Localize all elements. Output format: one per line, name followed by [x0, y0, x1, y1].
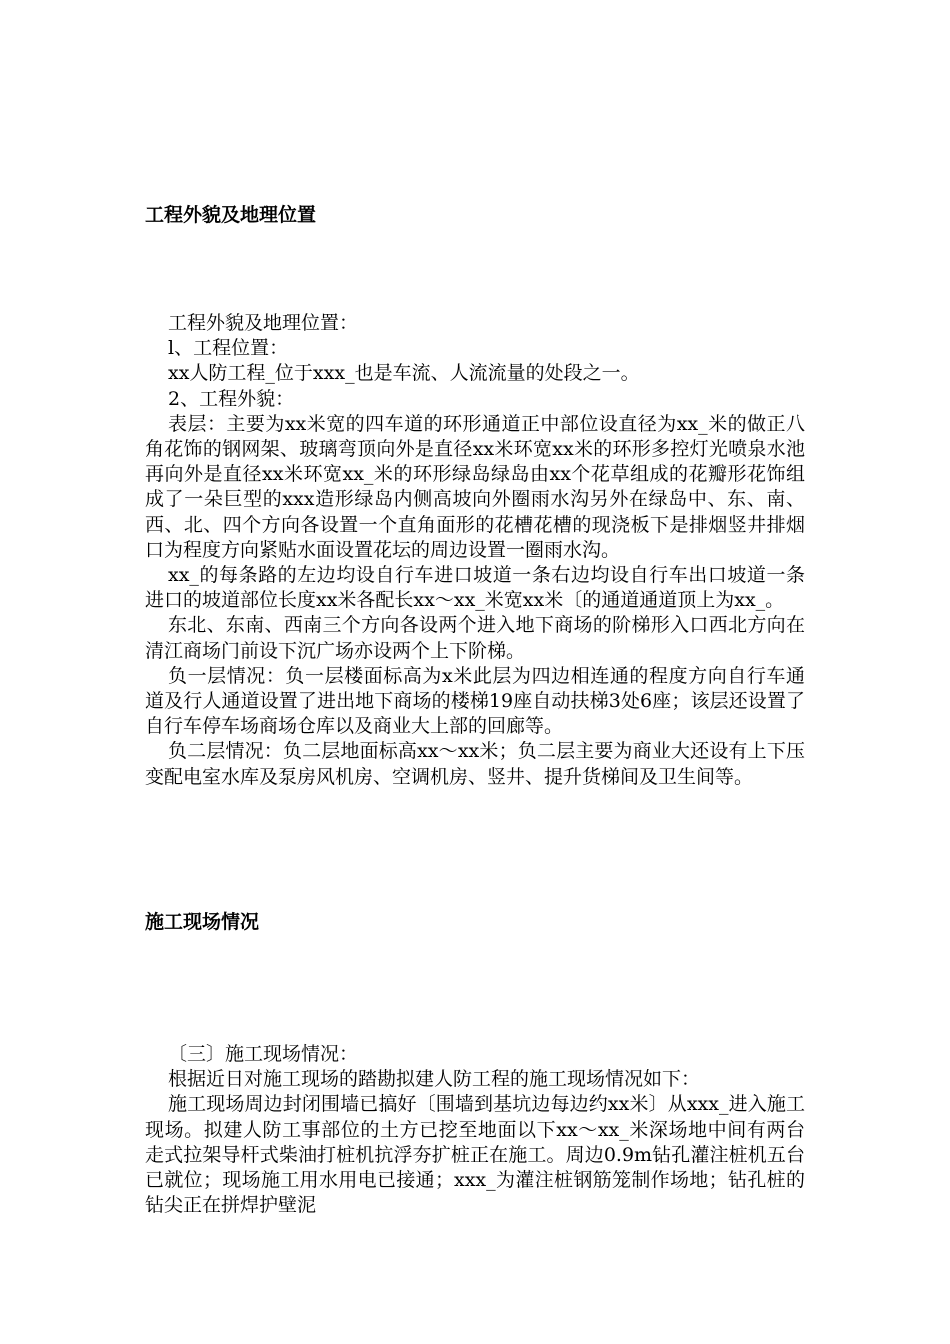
paragraph: xx_的每条路的左边均设自行车进口坡道一条右边均设自行车出口坡道一条进口的坡道部位长度xx米各配长xx～xx_米宽xx米〔的通道通道顶上为xx_。	[145, 564, 805, 612]
section-body-project-overview	[145, 311, 805, 790]
paragraph: 根据近日对施工现场的踏勘拟建人防工程的施工现场情况如下：	[168, 1068, 701, 1091]
paragraph: 表层：主要为xx米宽的四车道的环形通道正中部位设直径为xx_米的做正八角花饰的钢网架、玻璃弯顶向外是直径xx米环宽xx米的环形多控灯光喷泉水池再向外是直径xx米环宽xx_米的环形绿岛绿岛由xx个花草组成的花瓣形花饰组成了一朵巨型的xxx造形绿岛内侧高坡向外圈雨水沟另外在绿岛中、东、南、西、北、四个方向各设置一个直角面形的花槽花槽的现浇板下是排烟竖井排烟口为程度方向紧贴水面设置花坛的周边设置一圈雨水沟。	[145, 412, 805, 561]
paragraph: l、工程位置：	[168, 337, 289, 360]
paragraph: 负一层情况：负一层楼面标高为x米此层为四边相连通的程度方向自行车通道及行人通道设置了进出地下商场的楼梯19座自动扶梯3处6座；该层还设置了自行车停车场商场仓库以及商业大上部的回廊等。	[145, 664, 805, 738]
section-heading-project-overview: 工程外貌及地理位置	[145, 204, 317, 226]
section-heading-site-conditions: 施工现场情况	[145, 911, 260, 933]
paragraph: 负二层情况：负二层地面标高xx～xx米；负二层主要为商业大还设有上下压变配电室水库及泵房风机房、空调机房、竖井、提升货梯间及卫生间等。	[145, 740, 805, 788]
paragraph: 东北、东南、西南三个方向各设两个进入地下商场的阶梯形入口西北方向在清江商场门前设下沉广场亦设两个上下阶梯。	[145, 614, 805, 662]
paragraph: 施工现场周边封闭围墙已搞好〔围墙到基坑边每边约xx米〕从xxx_进入施工现场。拟建人防工事部位的土方已挖至地面以下xx～xx_米深场地中间有两台走式拉架导杆式柴油打桩机抗浮夯扩桩正在施工。周边0.9m钻孔灌注桩机五台已就位；现场施工用水用电已接通；xxx_为灌注桩钢筋笼制作场地；钻孔桩的钻尖正在拼焊护壁泥	[145, 1093, 805, 1217]
section-body-site-conditions	[145, 1042, 805, 1218]
paragraph: 2、工程外貌：	[168, 387, 295, 410]
paragraph: 工程外貌及地理位置：	[168, 312, 359, 334]
paragraph: xx人防工程_位于xxx_也是车流、人流流量的处段之一。	[168, 362, 640, 385]
paragraph: 〔三〕施工现场情况：	[168, 1043, 359, 1065]
